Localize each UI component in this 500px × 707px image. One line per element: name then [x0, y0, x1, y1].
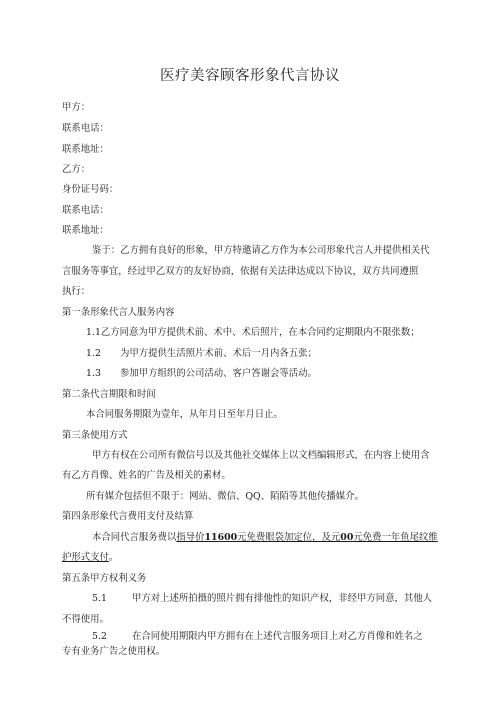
item-text: 参加甲方组织的公司活动、客户答谢会等活动。 [120, 368, 317, 379]
article-4-heading: 第四条形象代言费用支付及结算 [62, 511, 194, 522]
article-2-text: 本合同服务期限为壹年，从年月日至年月日止。 [86, 409, 283, 420]
document-title: 医疗美容顾客形象代言协议 [160, 68, 340, 84]
party-b-address: 联系地址： [62, 225, 109, 236]
party-a-phone: 联系电话： [62, 123, 109, 134]
party-b-phone: 联系电话： [62, 205, 109, 216]
item-text: 甲方对上述所拍摄的照片拥有排他性的知识产权，非经甲方同意，其他人 [132, 593, 433, 604]
article-1-item [86, 368, 317, 380]
party-a-label: 甲方： [62, 102, 91, 113]
article-2-heading: 第二条代言期限和时间 [62, 389, 156, 400]
article-3-heading: 第三条使用方式 [62, 430, 128, 441]
article-3-text: 甲方有权在公司所有微信号以及其他社交媒体上以文档编辑形式，在内容上使用含 [92, 450, 430, 461]
article-5-item [92, 631, 423, 643]
party-b-label: 乙方： [62, 164, 91, 175]
preamble-line: 言服务等事宜，经过甲乙双方的友好协商，依据有关法律达成以下协议，双方共同遵照 [62, 266, 419, 277]
fee-amount: 11600 [204, 532, 238, 543]
article-1-item: 1.1乙方同意为甲方提供术前、术中、术后照片，在本合同约定期限内不限张数； [86, 327, 420, 338]
article-5-item-cont: 专有业务广告之使用权。 [62, 646, 166, 657]
article-5-item [92, 593, 432, 605]
fee-text: 。 [108, 552, 119, 563]
fee-underlined: 护形式支付 [62, 552, 109, 563]
article-4-fee-line [92, 532, 438, 544]
fee-amount: 00 [340, 532, 354, 543]
item-number: 5.2 [92, 631, 107, 642]
article-3-media: 所有媒介包括但不限于：网站、微信、QQ、陌陌等其他传播媒介。 [86, 491, 364, 502]
item-text: 为甲方提供生活照片术前、术后一月内各五张； [120, 348, 317, 359]
party-a-address: 联系地址： [62, 144, 109, 155]
article-3-text: 有乙方肖像、姓名的广告及相关的素材。 [62, 470, 231, 481]
fee-underlined: 元免费眼袋加定位，及元 [237, 532, 341, 543]
item-text: 在合同使用期限内甲方拥有在上述代言服务项目上对乙方肖像和姓名之 [132, 631, 423, 642]
preamble-line: 鉴于：乙方拥有良好的形象，甲方特邀请乙方作为本公司形象代言人并提供相关代 [92, 245, 430, 256]
item-number: 5.1 [92, 593, 107, 604]
fee-underlined: 元免费一年鱼尾纹维 [353, 532, 438, 543]
article-1-heading: 第一条形象代言人服务内容 [62, 307, 175, 318]
fee-text: 本合同代言服务费以 [92, 532, 177, 543]
fee-underlined: 指导价 [176, 532, 205, 543]
item-number: 1.2 [86, 348, 101, 359]
article-5-item-cont: 不得使用。 [62, 614, 109, 625]
preamble-line: 执行： [62, 286, 91, 297]
article-1-item [86, 348, 317, 360]
party-b-id: 身份证号码： [62, 184, 119, 195]
item-number: 1.3 [86, 368, 101, 379]
article-4-fee-line [62, 552, 118, 564]
article-5-heading: 第五条甲方权利义务 [62, 573, 147, 584]
